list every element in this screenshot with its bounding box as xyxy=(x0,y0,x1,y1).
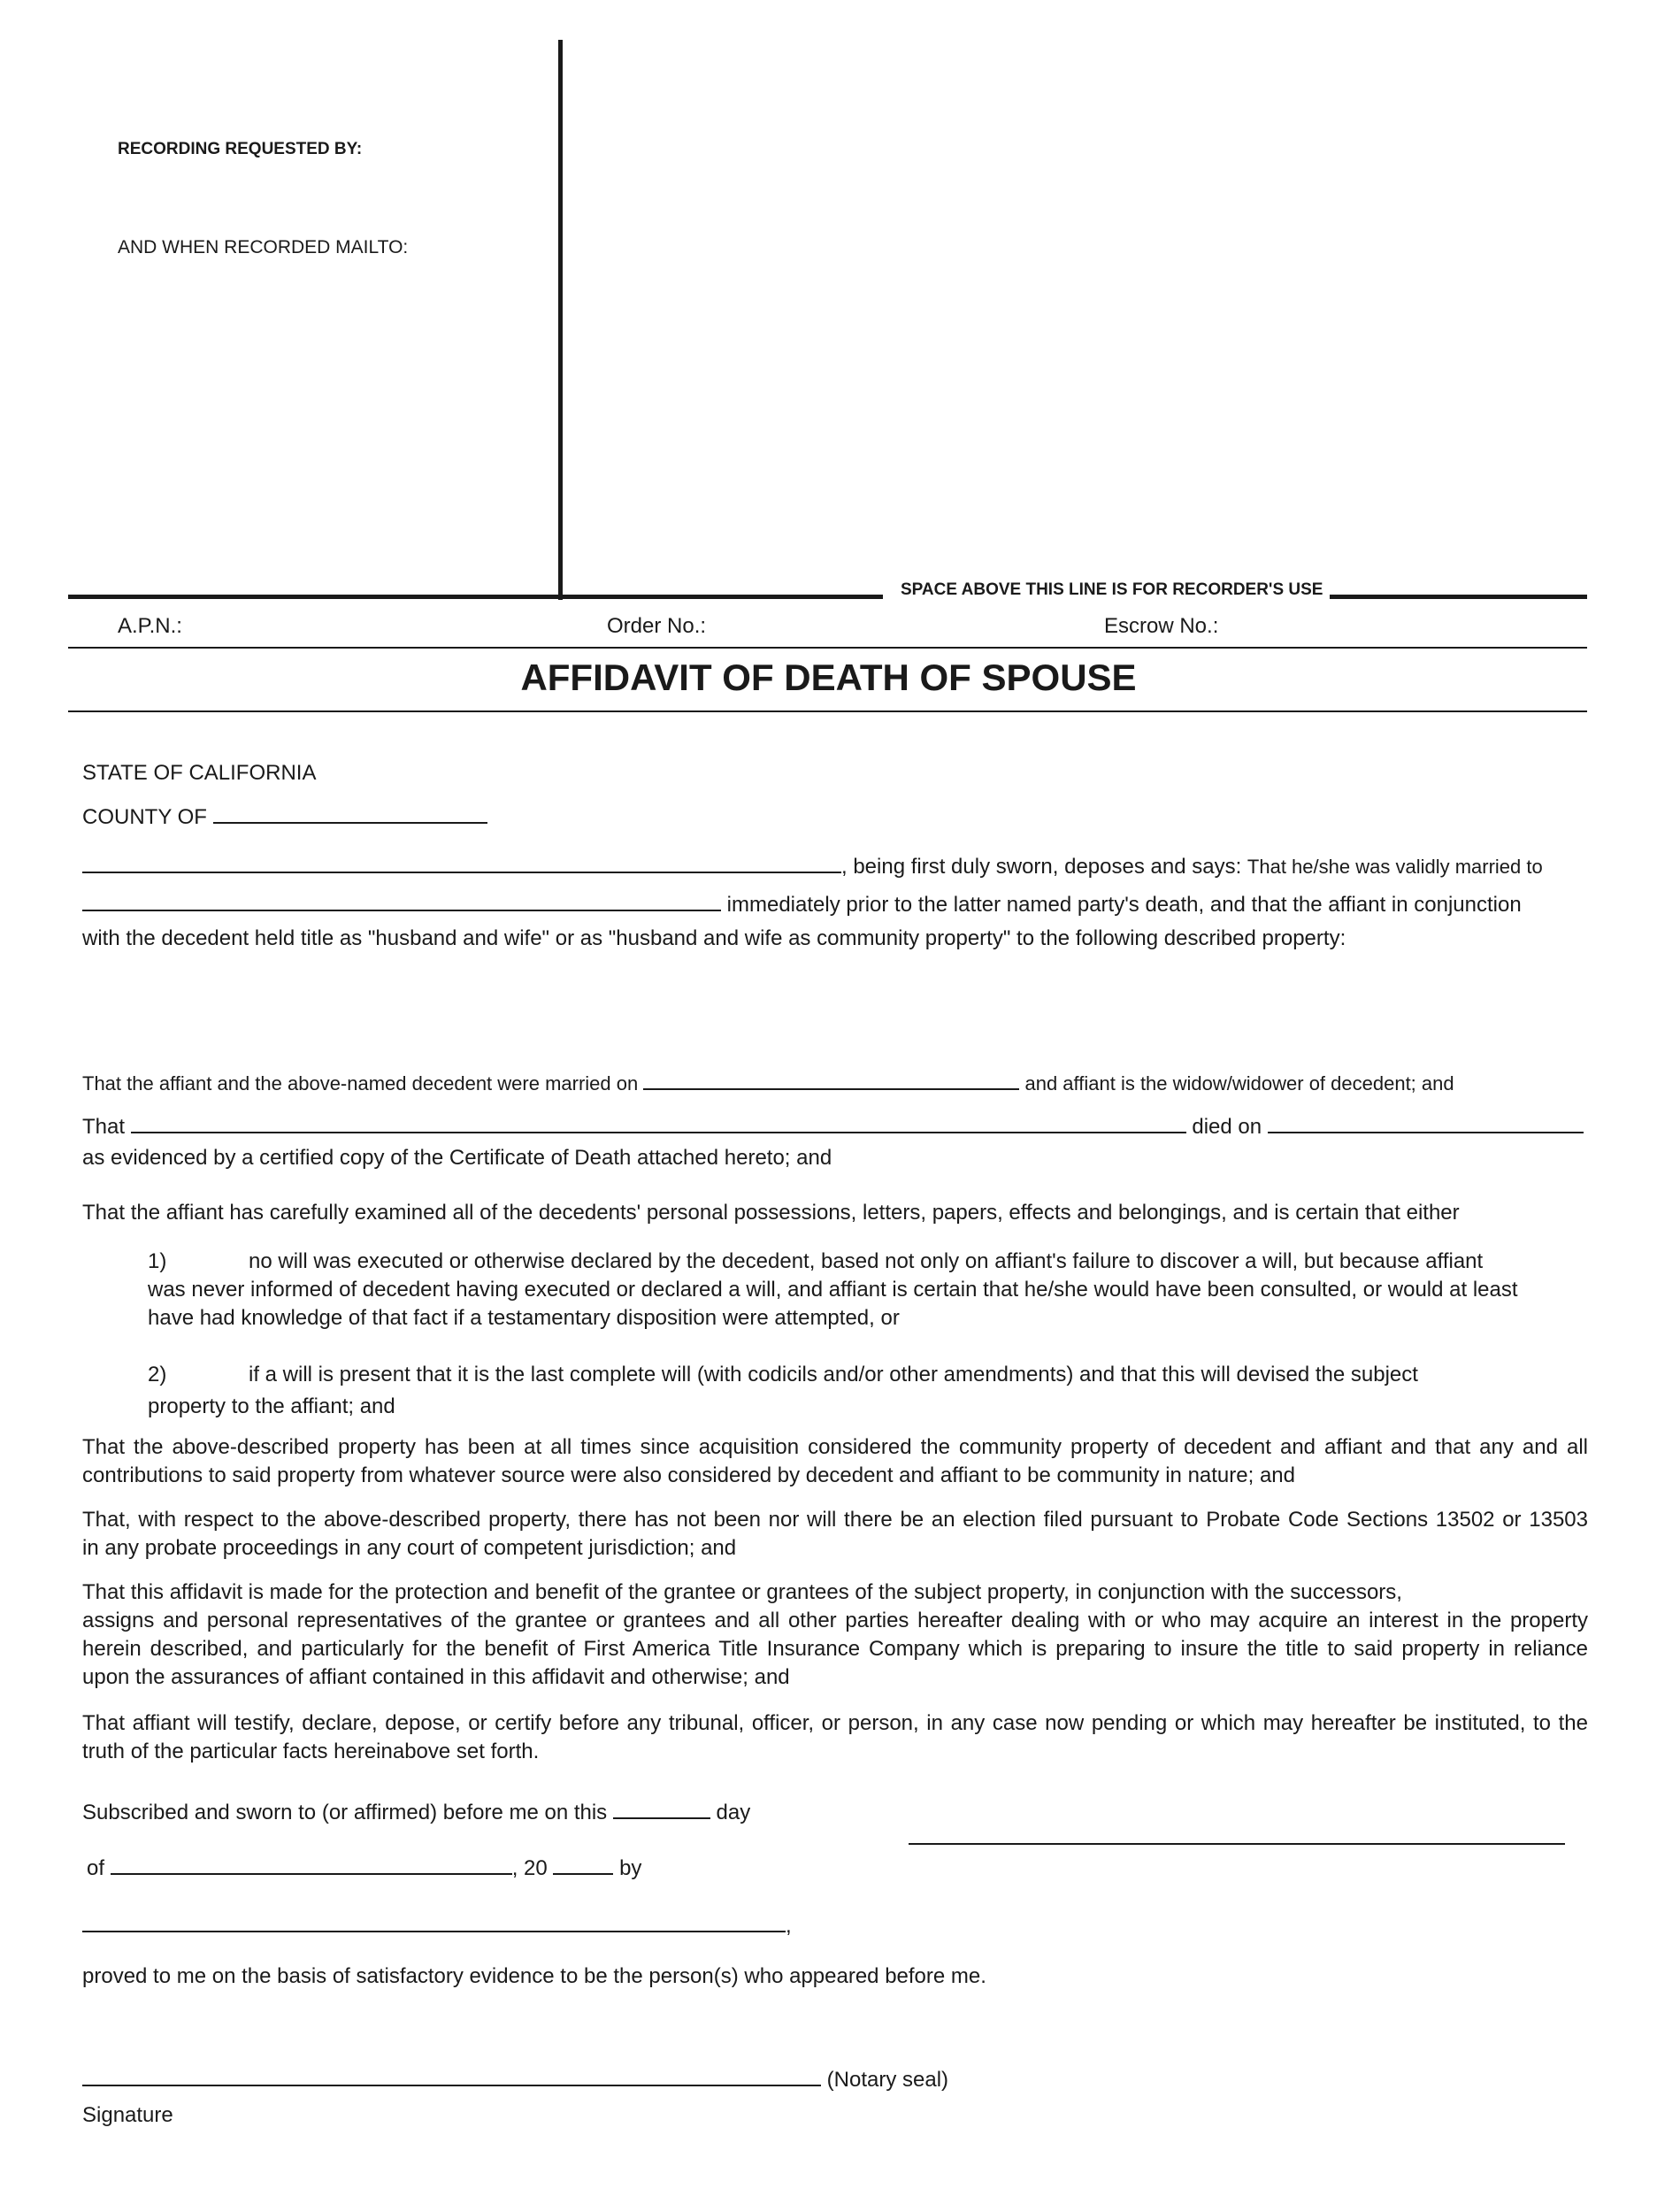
sworn-text: , being first duly sworn, deposes and says: xyxy=(841,855,1242,879)
that-label: That xyxy=(82,1115,126,1139)
recorder-line-right xyxy=(1330,595,1587,599)
option1-line1: no will was executed or otherwise declared by the decedent, based not only on affiant's failure to discover a will, but because affiant xyxy=(249,1249,1484,1273)
signature-label: Signature xyxy=(82,2103,173,2127)
notary-signature-line[interactable] xyxy=(909,1843,1565,1845)
married-on-prefix: That the affiant and the above-named decedent were married on xyxy=(82,1072,639,1094)
decedent-name-blank[interactable] xyxy=(131,1112,1186,1133)
option2-number: 2) xyxy=(148,1363,167,1386)
election-paragraph xyxy=(82,1506,1588,1563)
property-intro-text: with the decedent held title as "husband and wife" or as "husband and wife as community property" to the following described property: xyxy=(82,926,1346,950)
community-paragraph xyxy=(82,1433,1588,1490)
option1-line2: was never informed of decedent having executed or declared a will, and affiant is certain that he/she would have been consulted, or would at least xyxy=(148,1278,1518,1302)
recorder-use-note: SPACE ABOVE THIS LINE IS FOR RECORDER'S USE xyxy=(901,580,1323,599)
by-name-blank[interactable] xyxy=(82,1911,786,1932)
election-line1: That, with respect to the above-described property, there has not been nor will there be an election filed pursuant to Probate Code Sections 13502 or 13503 xyxy=(82,1508,1588,1532)
county-label: COUNTY OF xyxy=(82,805,207,829)
testify-line2: truth of the particular facts hereinabove set forth. xyxy=(82,1740,540,1763)
county-line xyxy=(82,803,487,830)
spouse-line xyxy=(82,890,1522,918)
option2-line2: property to the affiant; and xyxy=(148,1394,395,1418)
protection-line1: That this affidavit is made for the protection and benefit of the grantee or grantees of the subject property, in conjunction with the successors, xyxy=(82,1580,1402,1604)
by-label: by xyxy=(619,1856,642,1880)
protection-line3: herein described, and particularly for the benefit of First America Title Insurance Company which is preparing to insure the title to said property in reliance xyxy=(82,1637,1588,1661)
examined-text: That the affiant has carefully examined all of the decedents' personal possessions, letters, papers, effects and belongings, and is certain that either xyxy=(82,1201,1460,1225)
died-on-label: died on xyxy=(1192,1115,1262,1139)
of-label: of xyxy=(87,1856,105,1880)
seal-line xyxy=(82,2065,948,2093)
order-no-label: Order No.: xyxy=(607,614,707,638)
apn-label: A.P.N.: xyxy=(118,614,182,638)
of-line xyxy=(87,1854,641,1881)
signature-blank[interactable] xyxy=(82,2065,821,2086)
testify-paragraph xyxy=(82,1709,1588,1766)
marriage-date-blank[interactable] xyxy=(643,1069,1019,1090)
year-prefix: , 20 xyxy=(511,1856,548,1880)
document-title: AFFIDAVIT OF DEATH OF SPOUSE xyxy=(520,657,1137,698)
county-blank[interactable] xyxy=(213,803,487,824)
testify-line1: That affiant will testify, declare, depose, or certify before any tribunal, officer, or person, in any case now pending or which may hereafter be instituted, to the xyxy=(82,1711,1588,1735)
proved-text: proved to me on the basis of satisfactory evidence to be the person(s) who appeared before me. xyxy=(82,1964,986,1988)
day-label: day xyxy=(716,1801,751,1824)
option2-line1: if a will is present that it is the last complete will (with codicils and/or other amendments) and that this will devised the subject xyxy=(249,1363,1418,1386)
by-name-line xyxy=(82,1911,792,1939)
married-on-line xyxy=(82,1069,1454,1095)
affiant-line xyxy=(82,852,1543,879)
death-evidence-text: as evidenced by a certified copy of the Certificate of Death attached hereto; and xyxy=(82,1146,832,1170)
state-label: STATE OF CALIFORNIA xyxy=(82,761,317,785)
married-on-suffix: and affiant is the widow/widower of decedent; and xyxy=(1024,1072,1454,1094)
married-to-text: That he/she was validly married to xyxy=(1247,856,1543,878)
subscribed-prefix: Subscribed and sworn to (or affirmed) before me on this xyxy=(82,1801,608,1824)
subscribed-line xyxy=(82,1798,750,1825)
prior-to-death-text: immediately prior to the latter named party's death, and that the affiant in conjunction xyxy=(726,893,1522,917)
escrow-no-label: Escrow No.: xyxy=(1104,614,1219,638)
notary-seal-label: (Notary seal) xyxy=(826,2068,949,2092)
spouse-name-blank[interactable] xyxy=(82,890,721,911)
community-line1: That the above-described property has been at all times since acquisition considered the community property of decedent and affiant and that any and all xyxy=(82,1435,1588,1459)
day-blank[interactable] xyxy=(613,1798,710,1819)
option1-line3: have had knowledge of that fact if a testamentary disposition were attempted, or xyxy=(148,1306,900,1330)
recorder-line-left xyxy=(68,595,883,599)
month-blank[interactable] xyxy=(111,1854,512,1875)
affiant-name-blank[interactable] xyxy=(82,852,841,873)
header-rule xyxy=(68,647,1587,649)
decedent-line xyxy=(82,1112,1584,1140)
death-date-blank[interactable] xyxy=(1268,1112,1584,1133)
protection-line2: assigns and personal representatives of the grantee or grantees and all other parties hereafter dealing with or who may acquire an interest in the property xyxy=(82,1609,1588,1632)
year-blank[interactable] xyxy=(553,1854,613,1875)
by-name-comma: , xyxy=(786,1914,792,1938)
community-line2: contributions to said property from whatever source were also considered by decedent and affiant to be community in nature; and xyxy=(82,1463,1295,1487)
mail-to-label: AND WHEN RECORDED MAILTO: xyxy=(118,237,409,257)
protection-line4: upon the assurances of affiant contained in this affidavit and otherwise; and xyxy=(82,1665,790,1689)
protection-paragraph xyxy=(82,1578,1588,1692)
option1-number: 1) xyxy=(148,1249,167,1273)
title-rule xyxy=(68,710,1587,712)
recorder-divider-vertical xyxy=(558,40,563,600)
recording-requested-by-label: RECORDING REQUESTED BY: xyxy=(118,140,363,158)
election-line2: in any probate proceedings in any court of competent jurisdiction; and xyxy=(82,1536,737,1560)
